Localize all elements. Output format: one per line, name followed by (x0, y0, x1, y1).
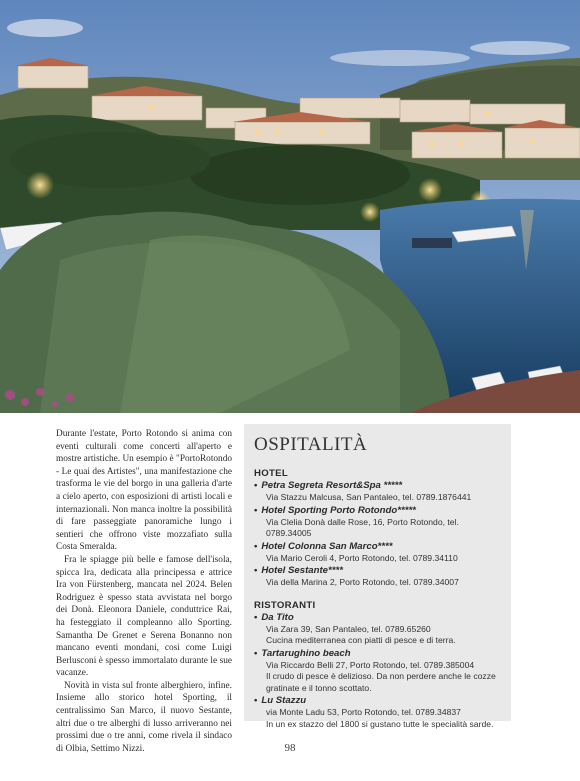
list-item (254, 480, 501, 504)
list-item (254, 541, 501, 565)
bullet-icon: • (254, 611, 258, 623)
entry-name: Da Tito (261, 611, 294, 623)
entry-detail: In un ex stazzo del 1800 si gustano tutte le specialità sarde. (266, 718, 494, 729)
entry-detail: Via Stazzu Malcusa, San Pantaleo, tel. 0789.1876441 (266, 492, 472, 503)
article-paragraph: Novità in vista sul fronte alberghiero, infine. Insieme allo storico hotel Sporting, il centralissimo San Marco, il nuovo Sestante, altri due o tre alberghi di lusso arriveranno nei prossimi due o tre anni, come rivela il sindaco di Olbia, Settimo Nizzi. (56, 680, 232, 754)
entry-detail: Il crudo di pesce è delizioso. Da non perdere anche le cozze (266, 671, 496, 682)
bullet-icon: • (254, 504, 258, 516)
section-heading-hotel: HOTEL (254, 468, 289, 479)
entry-detail: Via della Marina 2, Porto Rotondo, tel. 0789.34007 (266, 577, 459, 588)
page-number: 98 (284, 742, 296, 754)
bullet-icon: • (254, 480, 258, 491)
entry-name: Lu Stazzu (261, 695, 307, 707)
article-paragraph: Fra le spiagge più belle e famose dell'isola, spicca Ira, dedicata alla principessa e attrice Ira von Fürstenberg, mancata nel 2024. Belen Rodriguez è spesso stata avvistata nel borgo dei Donà. Eleonora Daniele, conduttrice Rai, ha festeggiato il compleanno allo Sporting. Samantha De Grenet e Serena Bonanno non mancano eventi mondani, così come Luigi Berlusconi è spesso immortalato durante le sue vacanze. (56, 554, 232, 679)
entry-name: Hotel Colonna San Marco**** (261, 540, 393, 552)
list-item (254, 695, 501, 730)
entry-detail: via Monte Ladu 53, Porto Rotondo, tel. 0789.34837 (266, 707, 461, 718)
hospitality-infobox (244, 424, 511, 729)
list-item (254, 505, 501, 540)
entry-name: Hotel Sestante**** (261, 565, 343, 577)
entry-detail: gratinate e il tonno scottato. (266, 682, 372, 693)
bullet-icon: • (254, 647, 258, 659)
entry-detail: Via Mario Ceroli 4, Porto Rotondo, tel. 0789.34110 (266, 552, 458, 563)
entry-name: Hotel Sporting Porto Rotondo***** (261, 504, 416, 516)
section-spacer (252, 590, 501, 600)
bullet-icon: • (254, 565, 258, 577)
section-heading-restaurants: RISTORANTI (254, 599, 316, 611)
list-item (254, 612, 501, 647)
list-item (254, 648, 501, 694)
infobox-title: OSPITALITÀ (254, 434, 368, 455)
entry-detail: Via Clelia Donà dalle Rose, 16, Porto Rotondo, tel. 0789.34005 (266, 516, 459, 539)
entry-detail: Cucina mediterranea con piatti di pesce e di terra. (266, 635, 456, 646)
entry-detail: Via Zara 39, San Pantaleo, tel. 0789.65260 (266, 624, 431, 635)
entry-name: Petra Segreta Resort&Spa ***** (261, 480, 403, 491)
article-column (56, 428, 232, 755)
bullet-icon: • (254, 540, 258, 552)
bullet-icon: • (254, 695, 258, 707)
entry-name: Tartarughino beach (261, 647, 351, 659)
article-paragraph: Durante l'estate, Porto Rotondo si anima con eventi culturali come concerti all'aperto e mostre artistiche. Un esempio è "PortoRotondo - Le quai des Artistes", una manifestazione che trasforma le vie del borgo in una galleria d'arte a cielo aperto, con esposizioni di artisti locali e internazionali. Non manca inoltre la possibilità di fare passeggiate panoramiche lungo i sentieri che offrono viste mozzafiato sulla Costa Smeralda. (56, 429, 232, 553)
list-item (254, 565, 501, 589)
entry-detail: Via Riccardo Belli 27, Porto Rotondo, tel. 0789.385004 (266, 660, 475, 671)
